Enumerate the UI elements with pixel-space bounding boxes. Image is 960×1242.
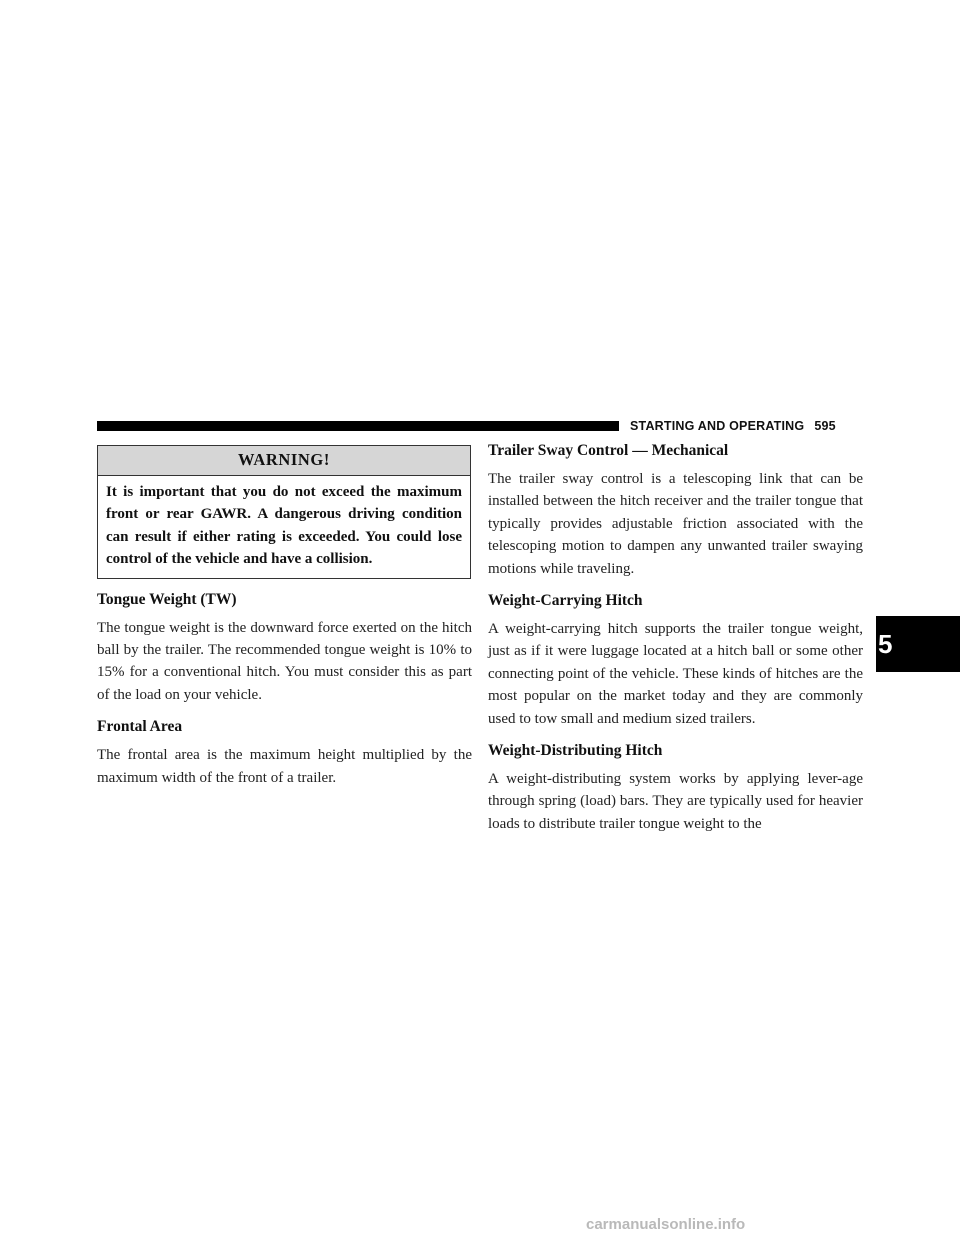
warning-title: WARNING! — [98, 446, 470, 476]
footer-watermark: carmanualsonline.info — [586, 1216, 746, 1233]
section-heading-weight-distributing: Weight-Distributing Hitch — [488, 742, 663, 760]
paragraph-frontal-area: The frontal area is the maximum height multiplied by the maximum width of the front of a trailer. — [97, 747, 472, 786]
section-heading-weight-carrying: Weight-Carrying Hitch — [488, 592, 643, 610]
header-rule — [97, 421, 619, 431]
warning-box — [97, 445, 471, 579]
paragraph-weight-distributing: A weight-distributing system works by applying lever-age through spring (load) bars. They are typically used for heavier loads to distribute trailer tongue weight to the — [488, 771, 863, 832]
section-title: STARTING AND OPERATING — [630, 419, 805, 433]
section-heading-tongue-weight: Tongue Weight (TW) — [97, 590, 237, 608]
chapter-tab: 5 — [876, 616, 960, 672]
running-header — [630, 419, 836, 433]
paragraph-tongue-weight: The tongue weight is the downward force exerted on the hitch ball by the trailer. The recommended tongue weight is 10% to 15% for a conventional hitch. You must consider this as part of the load on your vehicle. — [97, 619, 472, 703]
left-column — [97, 445, 472, 801]
section-heading-sway-control: Trailer Sway Control — Mechanical — [488, 442, 729, 459]
paragraph-weight-carrying: A weight-carrying hitch supports the trailer tongue weight, just as if it were luggage located at a hitch ball or some other connecting point of the vehicle. These kinds of hitches are the most popular on the market today and they are commonly used to tow small and medium sized trailers. — [488, 621, 863, 727]
right-column — [488, 442, 863, 847]
paragraph-sway-control: The trailer sway control is a telescoping link that can be installed between the hitch receiver and the trailer tongue that typically provides adjustable friction associated with the telescoping motion to dampen any unwanted trailer swaying motions while traveling. — [488, 471, 863, 577]
section-heading-frontal-area: Frontal Area — [97, 718, 183, 736]
page-number: 595 — [814, 419, 836, 433]
warning-body: It is important that you do not exceed the maximum front or rear GAWR. A dangerous driving condition can result if either rating is exceeded. You could lose control of the vehicle and have a collision. — [106, 484, 462, 568]
